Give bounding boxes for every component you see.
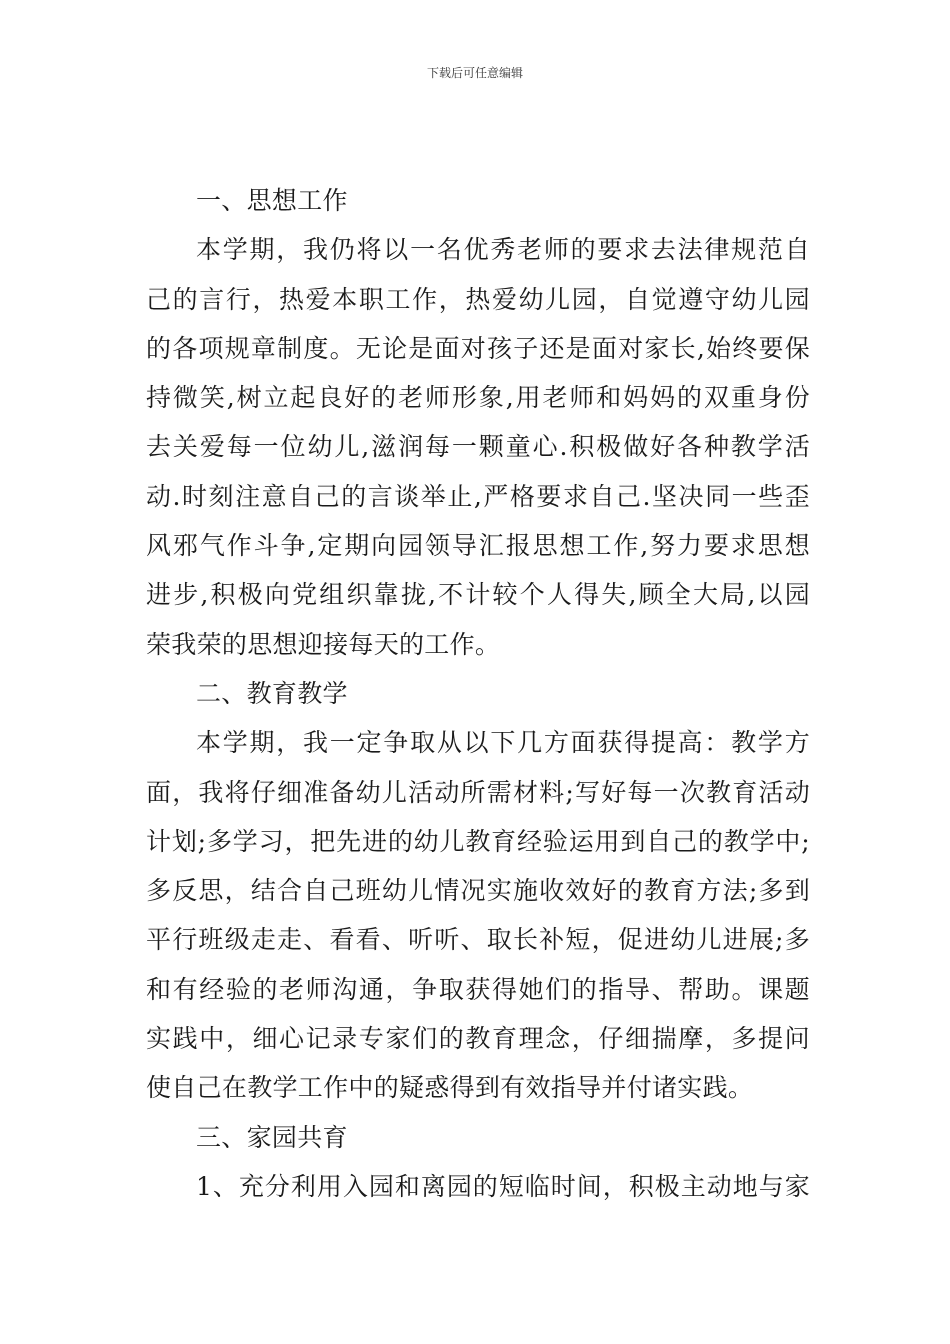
paragraph-line: 风邪气作斗争,定期向园领导汇报思想工作,努力要求思想 <box>146 531 810 561</box>
paragraph-line: 和有经验的老师沟通，争取获得她们的指导、帮助。课题 <box>146 974 810 1004</box>
paragraph-line: 荣我荣的思想迎接每天的工作。 <box>146 629 501 659</box>
paragraph-line: 本学期，我仍将以一名优秀老师的要求去法律规范自 <box>196 235 810 265</box>
paragraph-line: 动.时刻注意自己的言谈举止,严格要求自己.坚决同一些歪 <box>146 481 810 511</box>
paragraph-line: 去关爱每一位幼儿,滋润每一颗童心.积极做好各种教学活 <box>146 432 810 462</box>
paragraph-line: 平行班级走走、看看、听听、取长补短，促进幼儿进展;多 <box>146 925 810 955</box>
paragraph-line: 己的言行，热爱本职工作，热爱幼儿园，自觉遵守幼儿园 <box>146 284 810 314</box>
paragraph-line: 进步,积极向党组织靠拢,不计较个人得失,顾全大局,以园 <box>146 580 810 610</box>
paragraph-line: 多反思，结合自己班幼儿情况实施收效好的教育方法;多到 <box>146 876 810 906</box>
paragraph-line: 计划;多学习，把先进的幼儿教育经验运用到自己的教学中; <box>146 826 810 856</box>
paragraph-line: 面，我将仔细准备幼儿活动所需材料;写好每一次教育活动 <box>146 777 810 807</box>
paragraph-line: 使自己在教学工作中的疑惑得到有效指导并付诸实践。 <box>146 1073 754 1103</box>
paragraph-line: 本学期，我一定争取从以下几方面获得提高：教学方 <box>196 728 810 758</box>
paragraph-line: 1、充分利用入园和离园的短临时间，积极主动地与家 <box>196 1171 810 1201</box>
page-header: 下载后可任意编辑 <box>426 66 523 80</box>
paragraph-line: 实践中，细心记录专家们的教育理念，仔细揣摩，多提问 <box>146 1024 810 1054</box>
section-heading-teaching: 二、教育教学 <box>196 678 348 708</box>
section-heading-thought: 一、思想工作 <box>196 186 348 215</box>
paragraph-line: 的各项规章制度。无论是面对孩子还是面对家长,始终要保 <box>146 333 810 363</box>
paragraph-line: 持微笑,树立起良好的老师形象,用老师和妈妈的双重身份 <box>146 383 810 413</box>
section-heading-home-school: 三、家园共育 <box>196 1122 348 1152</box>
document-body <box>146 176 810 1211</box>
